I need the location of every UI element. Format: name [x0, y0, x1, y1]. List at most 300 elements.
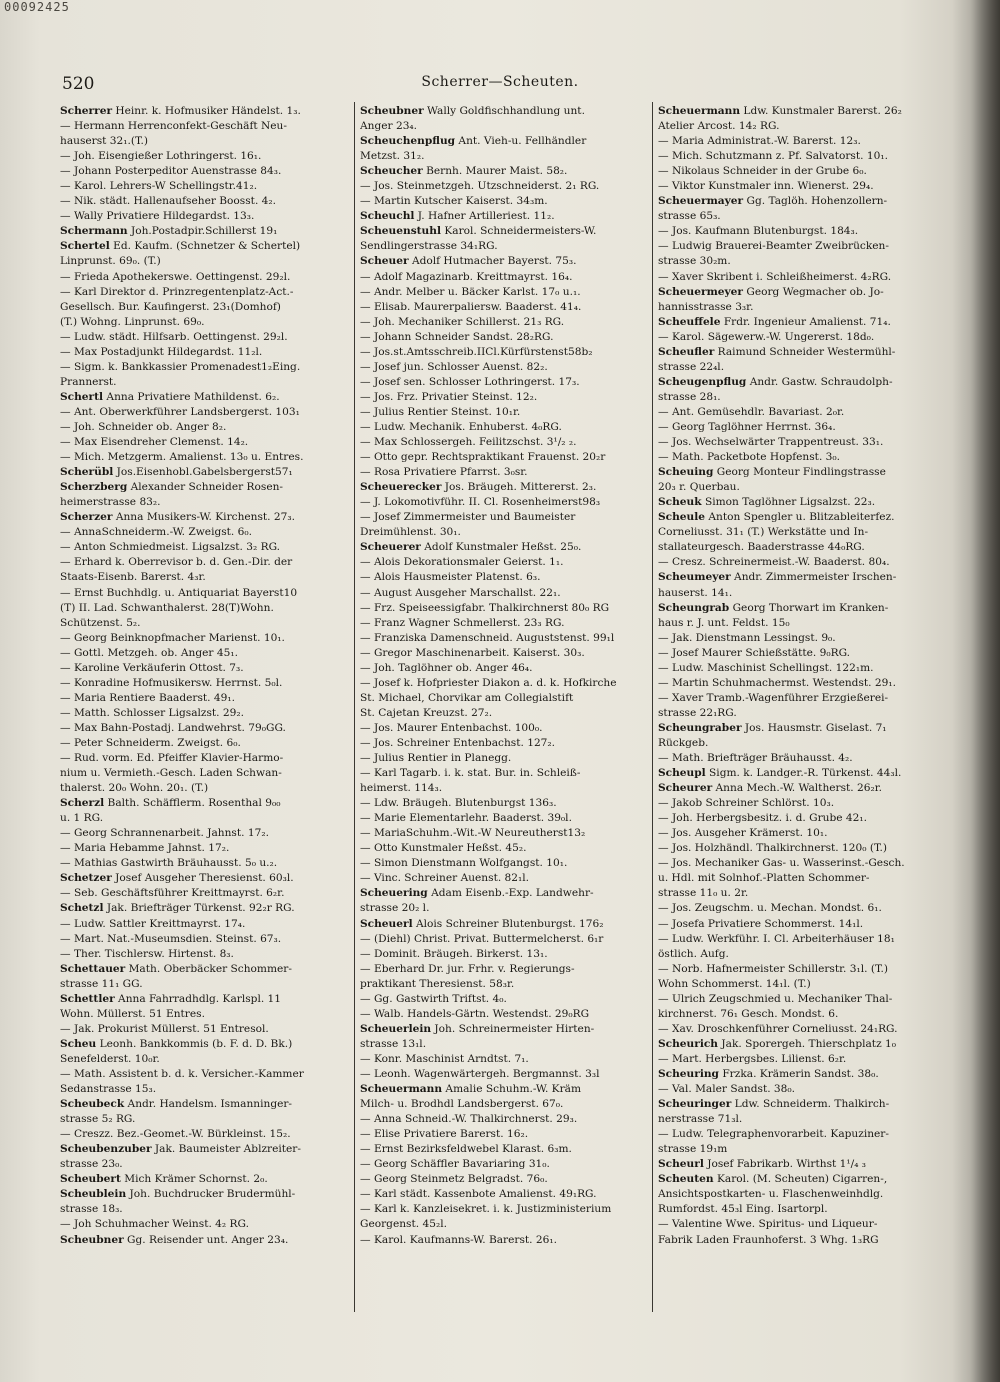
entry-text: — Xaver Skribent i. Schleißheimerst. 4₂RG. [658, 270, 892, 283]
entry-text: Jos. Bräugeh. Mittererst. 2₃. [441, 481, 597, 494]
entry-line [360, 194, 650, 209]
entry-text: — Frz. Speiseessigfabr. Thalkirchnerst 80₀ RG [360, 601, 610, 614]
entry-text: Karol. (M. Scheuten) Cigarren-, [713, 1173, 888, 1186]
entry-line [658, 254, 950, 269]
surname: Scheubeck [60, 1098, 125, 1111]
entry-line [658, 932, 950, 947]
entry-text: — Cresz. Schreinermeist.-W. Baaderst. 80₄. [658, 556, 890, 569]
entry-text: Mich Krämer Schornst. 2₀. [120, 1173, 268, 1186]
entry-text: — Johann Schneider Sandst. 28₂RG. [360, 330, 554, 343]
entry-line [658, 360, 950, 375]
surname: Scheuk [658, 496, 702, 509]
surname: Scheuermeyer [658, 285, 743, 298]
entry-line [60, 631, 350, 646]
entry-line [658, 947, 950, 962]
entry-line [360, 586, 650, 601]
entry-head-line [60, 239, 350, 254]
entry-text: — Maria Administrat.-W. Barerst. 12₃. [658, 135, 861, 148]
entry-text: haus r. J. unt. Feldst. 15₀ [658, 616, 790, 629]
entry-line [60, 345, 350, 360]
entry-line [60, 1127, 350, 1142]
entry-head-line [658, 104, 950, 119]
entry-line [658, 706, 950, 721]
entry-text: Jak. Sporergeh. Thierschplatz 1₀ [718, 1037, 897, 1050]
surname: Scheufler [658, 345, 715, 358]
entry-line [360, 977, 650, 992]
entry-line [360, 390, 650, 405]
entry-line [658, 901, 950, 916]
entry-line [360, 721, 650, 736]
entry-line [658, 1202, 950, 1217]
entry-line [60, 315, 350, 330]
entry-head-line [60, 1142, 350, 1157]
entry-text: — Adolf Magazinarb. Kreittmayrst. 16₄. [360, 270, 573, 283]
entry-head-line [360, 917, 650, 932]
entry-head-line [60, 1172, 350, 1187]
entry-text: heimerstrasse 83₂. [60, 496, 161, 509]
entry-text: — Elisab. Maurerpaliersw. Baaderst. 41₄. [360, 300, 582, 313]
entry-line [658, 736, 950, 751]
entry-line [360, 300, 650, 315]
entry-line [360, 239, 650, 254]
entry-head-line [658, 285, 950, 300]
entry-text: — Frieda Apothekerswe. Oettingenst. 29₂l. [60, 270, 291, 283]
surname: Scheuermayer [658, 195, 744, 208]
surname: Scheubert [60, 1173, 121, 1186]
entry-line [60, 119, 350, 134]
entry-line [360, 465, 650, 480]
surname: Scheuten [658, 1173, 714, 1186]
entry-text: — Jakob Schreiner Schlörst. 10₃. [658, 797, 835, 810]
entry-line [360, 555, 650, 570]
entry-text: — Otto Kunstmaler Heßst. 45₂. [360, 842, 527, 855]
entry-line [658, 1142, 950, 1157]
entry-head-line [360, 1022, 650, 1037]
entry-text: Wohn Schommerst. 14₁l. (T.) [658, 977, 811, 990]
entry-text: — Math. Packetbote Hopfenst. 3₀. [658, 451, 841, 464]
entry-line [360, 992, 650, 1007]
entry-text: — Josef k. Hofpriester Diakon a. d. k. Hofkirche [360, 676, 617, 689]
entry-line [360, 285, 650, 300]
entry-line [658, 480, 950, 495]
entry-text: Ant. Vieh-u. Fellhändler [455, 135, 587, 148]
entry-line [60, 616, 350, 631]
entry-line [60, 586, 350, 601]
entry-line [360, 646, 650, 661]
entry-text: hauserst 32₁.(T.) [60, 135, 149, 148]
entry-text: — Gottl. Metzgeh. ob. Anger 45₁. [60, 646, 238, 659]
entry-text: Joh.Postadpir.Schillerst 19₁ [127, 225, 278, 238]
entry-text: Corneliusst. 31₁ (T.) Werkstätte und In- [658, 526, 869, 539]
entry-text: Schützenst. 5₂. [60, 616, 141, 629]
entry-line [360, 901, 650, 916]
entry-text: — Josef jun. Schlosser Auenst. 82₂. [360, 360, 548, 373]
entry-text: — Jos. Wechselwärter Trappentreust. 33₁. [658, 436, 884, 449]
entry-text: — Seb. Geschäftsführer Kreittmayrst. 6₂r. [60, 887, 285, 900]
entry-line [60, 1112, 350, 1127]
entry-text: — Alois Hausmeister Platenst. 6₃. [360, 571, 541, 584]
entry-text: — MariaSchuhm.-Wit.-W Neureutherst13₂ [360, 827, 586, 840]
surname: Scheuerecker [360, 481, 442, 494]
entry-text: — Jos. Steinmetzgeh. Utzschneiderst. 2₁ RG. [360, 180, 600, 193]
entry-line [360, 375, 650, 390]
entry-line [658, 1187, 950, 1202]
surname: Schetzl [60, 902, 104, 915]
entry-line [360, 1097, 650, 1112]
entry-text: hannisstrasse 3₃r. [658, 300, 754, 313]
entry-text: Anna Mech.-W. Waltherst. 26₂r. [712, 782, 883, 795]
surname: Scheurer [658, 782, 713, 795]
entry-text: — Julius Rentier in Planegg. [360, 752, 512, 765]
entry-text: Linprunst. 69₀. (T.) [60, 255, 161, 268]
entry-head-line [658, 345, 950, 360]
entry-line [60, 661, 350, 676]
entry-text: — Xav. Droschkenführer Corneliusst. 24₁RG. [658, 1022, 898, 1035]
entry-line [360, 796, 650, 811]
entry-text: — Jos. Frz. Privatier Steinst. 12₂. [360, 390, 538, 403]
entry-text: — Joh. Mechaniker Schillerst. 21₃ RG. [360, 315, 565, 328]
entry-text: — Xaver Tramb.-Wagenführer Erzgießerei- [658, 691, 889, 704]
surname: Scheuchenpflug [360, 135, 456, 148]
entry-text: — Jos. Zeugschm. u. Mechan. Mondst. 6₁. [658, 902, 882, 915]
entry-text: Simon Taglöhner Ligsalzst. 22₃. [701, 496, 876, 509]
surname: Scherrer [60, 105, 113, 117]
entry-text: (T) II. Lad. Schwanthalerst. 28(T)Wohn. [60, 601, 274, 614]
surname: Schermann [60, 225, 128, 238]
entry-line [60, 1202, 350, 1217]
entry-text: — Karol. Lehrers-W Schellingstr.41₂. [60, 180, 258, 193]
entry-text: — Mich. Schutzmann z. Pf. Salvatorst. 10₁. [658, 150, 888, 163]
entry-text: Jos. Hausmstr. Giselast. 7₁ [741, 721, 887, 734]
entry-text: Staats-Eisenb. Barerst. 4₃r. [60, 571, 206, 584]
entry-line [658, 555, 950, 570]
entry-text: — Eberhard Dr. jur. Frhr. v. Regierungs- [360, 962, 575, 975]
entry-line [60, 1082, 350, 1097]
entry-text: — Karl Direktor d. Prinzregentenplatz-Act.- [60, 285, 294, 298]
entry-line [60, 450, 350, 465]
entry-line [658, 661, 950, 676]
surname: Scheuerlein [360, 1022, 432, 1035]
entry-text: — Josef Zimmermeister und Baumeister [360, 511, 576, 524]
entry-text: — Ludw. Werkführ. I. Cl. Arbeiterhäuser 18₁ [658, 932, 895, 945]
entry-line [360, 1172, 650, 1187]
entry-line [360, 631, 650, 646]
entry-line [360, 495, 650, 510]
entry-text: — Ant. Oberwerkführer Landsbergerst. 103₁ [60, 405, 300, 418]
entry-head-line [360, 540, 650, 555]
entry-line [658, 751, 950, 766]
entry-text: strasse 11₀ u. 2r. [658, 887, 749, 900]
entry-line [360, 330, 650, 345]
entry-line [60, 194, 350, 209]
entry-head-line [658, 1067, 950, 1082]
entry-line [658, 450, 950, 465]
entry-line [360, 736, 650, 751]
entry-line [658, 811, 950, 826]
entry-head-line [60, 224, 350, 239]
entry-text: — Creszz. Bez.-Geomet.-W. Bürkleinst. 15₂. [60, 1128, 291, 1141]
entry-line [360, 525, 650, 540]
entry-line [360, 1202, 650, 1217]
entry-head-line [60, 1037, 350, 1052]
entry-line [360, 706, 650, 721]
entry-text: — Max Postadjunkt Hildegardst. 11₂l. [60, 345, 263, 358]
entry-line [658, 796, 950, 811]
surname: Scheu [60, 1037, 97, 1050]
entry-line [360, 811, 650, 826]
entry-line [360, 315, 650, 330]
surname: Scheubner [360, 105, 424, 117]
entry-text: — Math. Assistent b. d. k. Versicher.-Kammer [60, 1068, 304, 1080]
entry-text: — Norb. Hafnermeister Schillerstr. 3₁l. (T.) [658, 962, 889, 975]
entry-line [360, 871, 650, 886]
entry-text: — Nik. städt. Hallenaufseher Boosst. 4₂. [60, 195, 277, 208]
entry-line [60, 1022, 350, 1037]
entry-text: — Jos. Maurer Entenbachst. 100₀. [360, 721, 543, 734]
entry-text: — Johann Posterpeditor Auenstrasse 84₃. [60, 165, 282, 178]
surname: Scheuerl [360, 917, 413, 930]
entry-line [658, 1022, 950, 1037]
entry-line [360, 360, 650, 375]
entry-head-line [60, 1097, 350, 1112]
entry-text: J. Hafner Artilleriest. 11₂. [414, 210, 555, 223]
entry-text: St. Cajetan Kreuzst. 27₂. [360, 706, 493, 719]
entry-text: strasse 13₁l. [360, 1037, 427, 1050]
surname: Scheuffele [658, 315, 721, 328]
surname: Scherzer [60, 511, 113, 524]
entry-line [360, 601, 650, 616]
entry-line [658, 871, 950, 886]
entry-line [360, 781, 650, 796]
entry-text: Amalie Schuhm.-W. Kräm [442, 1083, 582, 1096]
entry-text: praktikant Theresienst. 58₃r. [360, 977, 515, 990]
entry-line [60, 721, 350, 736]
surname: Scheuchl [360, 210, 415, 223]
entry-text: — Joh. Eisengießer Lothringerst. 16₁. [60, 150, 262, 163]
entry-line [658, 1007, 950, 1022]
entry-text: Rückgeb. [658, 736, 709, 749]
entry-text: Frzka. Krämerin Sandst. 38₀. [718, 1068, 879, 1080]
entry-line [658, 917, 950, 932]
entry-line [60, 495, 350, 510]
entry-head-line [360, 254, 650, 269]
surname: Schertl [60, 390, 104, 403]
entry-line [360, 450, 650, 465]
entry-line [360, 1142, 650, 1157]
directory-column-1 [60, 104, 350, 1319]
entry-line [658, 691, 950, 706]
entry-text: Gg. Reisender unt. Anger 23₄. [123, 1233, 289, 1246]
entry-text: Raimund Schneider Westermühl- [714, 345, 896, 358]
entry-text: — Georg Taglöhner Herrnst. 36₄. [658, 420, 836, 433]
entry-head-line [360, 134, 650, 149]
entry-line [658, 631, 950, 646]
entry-line [658, 390, 950, 405]
entry-line [658, 586, 950, 601]
entry-text: — August Ausgeher Marschallst. 22₁. [360, 586, 561, 599]
entry-text: — Max Schlossergeh. Feilitzschst. 3¹/₂ ₂. [360, 436, 577, 449]
entry-text: — Konradine Hofmusikersw. Herrnst. 5₀l. [60, 676, 283, 689]
entry-head-line [60, 1233, 350, 1248]
entry-text: — Peter Schneiderm. Zweigst. 6₀. [60, 736, 241, 749]
entry-text: Frdr. Ingenieur Amalienst. 71₄. [720, 315, 891, 328]
entry-line [360, 1067, 650, 1082]
entry-text: stallateurgesch. Baaderstrasse 44₀RG. [658, 541, 865, 554]
entry-text: Math. Oberbäcker Schommer- [125, 962, 292, 975]
entry-line [60, 781, 350, 796]
entry-text: heimerst. 114₃. [360, 782, 443, 795]
entry-text: strasse 65₃. [658, 210, 721, 223]
entry-line [60, 691, 350, 706]
entry-text: Georg Thorwart im Kranken- [729, 601, 889, 614]
entry-line [658, 164, 950, 179]
surname: Schettauer [60, 962, 126, 975]
entry-text: — Karol. Sägewerw.-W. Ungererst. 18d₀. [658, 330, 875, 343]
entry-text: — Vinc. Schreiner Auenst. 82₁l. [360, 872, 530, 885]
entry-text: Anger 23₄. [360, 120, 418, 133]
entry-line [60, 856, 350, 871]
entry-line [360, 691, 650, 706]
entry-text: strasse 5₂ RG. [60, 1113, 136, 1126]
entry-head-line [360, 480, 650, 495]
entry-head-line [658, 194, 950, 209]
entry-text: Georgenst. 45₂l. [360, 1218, 447, 1231]
entry-text: — Martin Kutscher Kaiserst. 34₃m. [360, 195, 548, 208]
entry-text: Georg Wegmacher ob. Jo- [743, 285, 884, 298]
entry-text: Anna Fahrradhdlg. Karlspl. 11 [114, 992, 282, 1005]
entry-text: — Wally Privatiere Hildegardst. 13₃. [60, 210, 255, 223]
entry-line [60, 947, 350, 962]
entry-text: strasse 22₄l. [658, 360, 725, 373]
entry-line [658, 676, 950, 691]
entry-line [360, 676, 650, 691]
entry-text: Heinr. k. Hofmusiker Händelst. 1₃. [112, 105, 301, 117]
entry-line [658, 1233, 950, 1248]
entry-line [360, 841, 650, 856]
entry-line [360, 119, 650, 134]
entry-text: — J. Lokomotivführ. II. Cl. Rosenheimerst98₃ [360, 496, 601, 509]
page-gutter-shadow [952, 0, 1000, 1382]
entry-line [360, 405, 650, 420]
entry-text: thalerst. 20₀ Wohn. 20₁. (T.) [60, 782, 209, 795]
entry-head-line [658, 510, 950, 525]
entry-text: — Ludw. Telegraphenvorarbeit. Kapuziner- [658, 1128, 889, 1141]
entry-text: — Math. Briefträger Bräuhausst. 4₂. [658, 752, 853, 765]
entry-head-line [658, 465, 950, 480]
entry-text: — Maria Hebamme Jahnst. 17₂. [60, 842, 230, 855]
entry-line [60, 601, 350, 616]
entry-text: — Ludw. städt. Hilfsarb. Oettingenst. 29₂l. [60, 330, 288, 343]
entry-text: — Julius Rentier Steinst. 10₁r. [360, 405, 521, 418]
entry-head-line [658, 1097, 950, 1112]
entry-head-line [60, 796, 350, 811]
surname: Scheuermann [658, 105, 741, 117]
entry-line [60, 405, 350, 420]
entry-text: — Nikolaus Schneider in der Grube 6₀. [658, 165, 867, 178]
entry-head-line [658, 495, 950, 510]
entry-text: Gg. Taglöh. Hohenzollern- [743, 195, 888, 208]
entry-text: nerstrasse 71₃l. [658, 1113, 743, 1126]
entry-line [60, 330, 350, 345]
entry-text: u. 1 RG. [60, 812, 104, 825]
page-number: 520 [62, 74, 95, 94]
entry-text: Dreimühlenst. 30₁. [360, 526, 461, 539]
entry-line [60, 525, 350, 540]
entry-line [60, 285, 350, 300]
entry-text: Gesellsch. Bur. Kaufingerst. 23₁(Domhof) [60, 300, 281, 313]
entry-text: strasse 30₂m. [658, 255, 731, 268]
entry-text: — Ludw. Sattler Kreittmayrst. 17₄. [60, 917, 246, 930]
entry-text: — Leonh. Wagenwärtergeh. Bergmannst. 3₃l [360, 1068, 600, 1080]
entry-text: Anna Privatiere Mathildenst. 6₂. [103, 390, 280, 403]
entry-line [360, 1037, 650, 1052]
entry-line [658, 646, 950, 661]
entry-text: — Jos. Mechaniker Gas- u. Wasserinst.-Gesch. [658, 857, 905, 870]
surname: Scheuermann [360, 1083, 443, 1096]
entry-text: Joh. Buchdrucker Brudermühl- [126, 1188, 296, 1201]
entry-text: Balth. Schäfflerm. Rosenthal 9₀₀ [104, 797, 281, 810]
entry-text: Wohn. Müllerst. 51 Entres. [60, 1007, 205, 1020]
entry-text: — Jos. Kaufmann Blutenburgst. 184₃. [658, 225, 859, 238]
entry-line [360, 962, 650, 977]
entry-line [60, 1217, 350, 1232]
entry-line [658, 149, 950, 164]
directory-column-2 [360, 104, 650, 1319]
entry-line [60, 766, 350, 781]
entry-text: strasse 28₁. [658, 390, 721, 403]
entry-line [360, 345, 650, 360]
entry-text: — Otto gepr. Rechtspraktikant Frauenst. 20₂r [360, 451, 606, 464]
entry-line [658, 224, 950, 239]
surname: Schertel [60, 240, 110, 253]
entry-text: — Joh Schuhmacher Weinst. 4₂ RG. [60, 1218, 249, 1231]
entry-line [360, 751, 650, 766]
entry-head-line [658, 766, 950, 781]
entry-line [658, 1217, 950, 1232]
entry-text: — Sigm. k. Bankkassier Promenadest1₂Eing. [60, 360, 301, 373]
entry-head-line [360, 886, 650, 901]
entry-head-line [658, 570, 950, 585]
entry-line [60, 811, 350, 826]
entry-text: — Karl k. Kanzleisekret. i. k. Justizministerium [360, 1203, 612, 1216]
entry-text: — Josef Maurer Schießstätte. 9₀RG. [658, 646, 851, 659]
entry-line [360, 420, 650, 435]
entry-text: — Viktor Kunstmaler inn. Wienerst. 29₄. [658, 180, 874, 193]
entry-head-line [60, 1187, 350, 1202]
entry-text: u. Hdl. mit Solnhof.-Platten Schommer- [658, 872, 870, 885]
surname: Scheungrab [658, 601, 730, 614]
surname: Scheungraber [658, 721, 742, 734]
entry-line [60, 1007, 350, 1022]
surname: Scherübl [60, 466, 114, 479]
entry-head-line [60, 901, 350, 916]
entry-text: — Karl Tagarb. i. k. stat. Bur. in. Schleiß- [360, 767, 581, 780]
entry-text: Josef Fabrikarb. Wirthst 1¹/₄ ₃ [703, 1158, 867, 1171]
entry-text: — Ulrich Zeugschmied u. Mechaniker Thal- [658, 992, 893, 1005]
entry-line [60, 149, 350, 164]
entry-line [60, 932, 350, 947]
surname: Scheupl [658, 767, 706, 780]
surname: Scheugenpflug [658, 375, 747, 388]
entry-text: — Josefa Privatiere Schommerst. 14₁l. [658, 917, 864, 930]
entry-line [658, 841, 950, 856]
entry-line [658, 420, 950, 435]
entry-line [658, 239, 950, 254]
entry-text: Metzst. 31₂. [360, 150, 425, 163]
entry-text: — Matth. Schlosser Ligsalzst. 29₂. [60, 706, 244, 719]
entry-head-line [658, 781, 950, 796]
entry-line [658, 977, 950, 992]
